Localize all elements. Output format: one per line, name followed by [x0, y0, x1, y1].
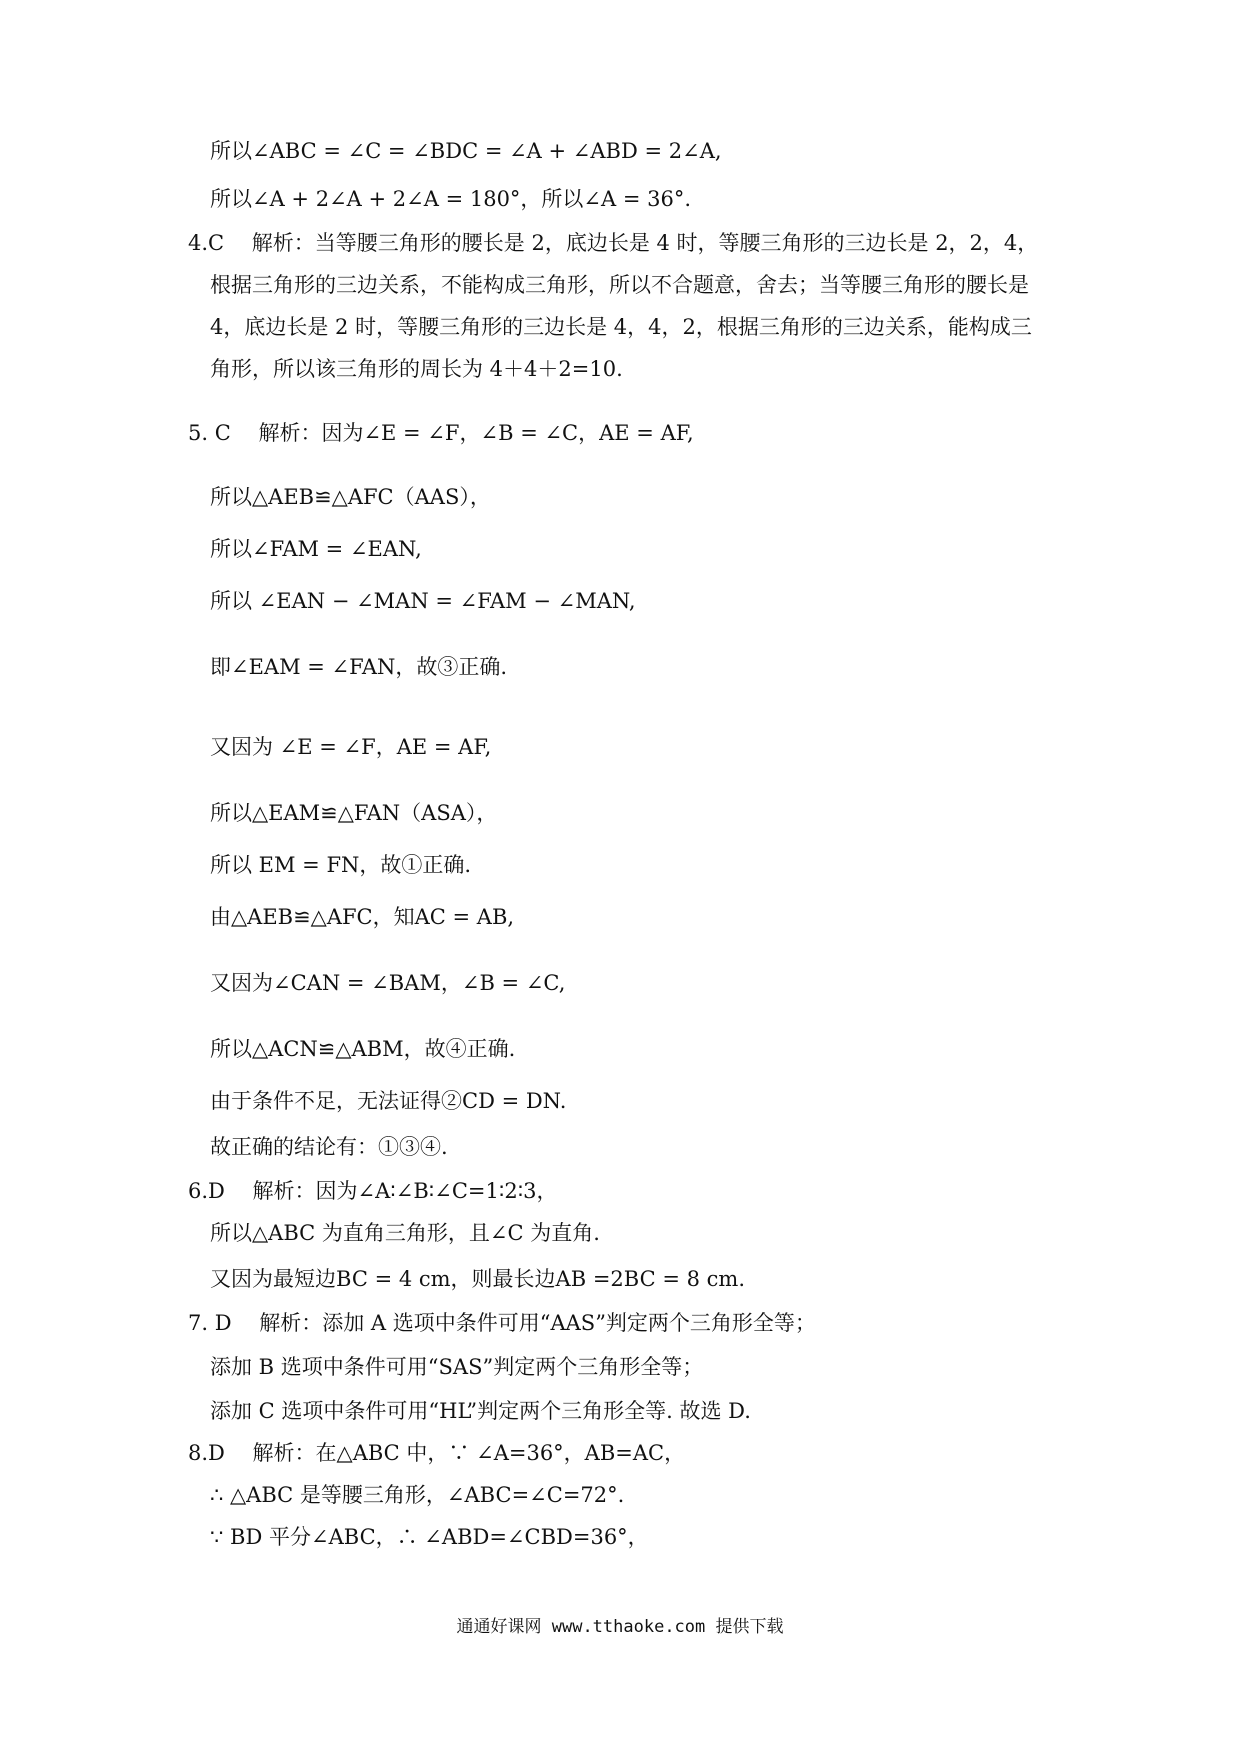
text-line: 又因为最短边BC = 4 cm，则最长边AB =2BC = 8 cm.	[210, 1267, 745, 1291]
text-line: 所以△ABC 为直角三角形，且∠C 为直角.	[210, 1221, 600, 1245]
text-line: 故正确的结论有：①③④.	[210, 1135, 448, 1159]
text-line: 所以∠ABC = ∠C = ∠BDC = ∠A + ∠ABD = 2∠A,	[210, 139, 722, 163]
text-line: 即∠EAM = ∠FAN，故③正确.	[210, 655, 508, 679]
page-footer: 通通好课网 www.tthaoke.com 提供下载	[456, 1617, 784, 1637]
text-line: 角形，所以该三角形的周长为 4＋4＋2=10.	[210, 357, 623, 381]
text-line: 所以 ∠EAN − ∠MAN = ∠FAM − ∠MAN,	[210, 589, 636, 613]
text-line: 所以∠FAM = ∠EAN,	[210, 537, 422, 561]
text-line: 所以 EM = FN，故①正确.	[210, 853, 472, 877]
text-line: 所以∠A + 2∠A + 2∠A = 180°，所以∠A = 36°.	[210, 187, 692, 211]
text-line: 4，底边长是 2 时，等腰三角形的三边长是 4，4，2，根据三角形的三边关系，能构成三	[210, 315, 1032, 339]
text-line: 又因为 ∠E = ∠F，AE = AF,	[210, 735, 492, 759]
text-line: 4.C 解析：当等腰三角形的腰长是 2，底边长是 4 时，等腰三角形的三边长是 2，2，4，	[188, 231, 1039, 255]
text-line: ∵ BD 平分∠ABC，∴ ∠ABD=∠CBD=36°，	[210, 1525, 649, 1549]
text-line: 8.D 解析：在△ABC 中，∵ ∠A=36°，AB=AC，	[188, 1441, 686, 1465]
text-line: 5. C 解析：因为∠E = ∠F，∠B = ∠C，AE = AF,	[188, 421, 694, 445]
text-line: 所以△EAM≌△FAN（ASA），	[210, 801, 498, 825]
text-line: 又因为∠CAN = ∠BAM，∠B = ∠C,	[210, 971, 566, 995]
text-line: 添加 C 选项中条件可用“HL”判定两个三角形全等. 故选 D.	[210, 1399, 751, 1423]
text-line: 由△AEB≌△AFC，知AC = AB,	[210, 905, 515, 929]
text-line: 6.D 解析：因为∠A∶∠B∶∠C=1∶2∶3，	[188, 1179, 558, 1203]
text-line: 由于条件不足，无法证得②CD = DN.	[210, 1089, 567, 1113]
text-line: 所以△ACN≌△ABM，故④正确.	[210, 1037, 516, 1061]
text-line: 添加 B 选项中条件可用“SAS”判定两个三角形全等；	[210, 1355, 704, 1379]
text-line: 根据三角形的三边关系，不能构成三角形，所以不合题意，舍去；当等腰三角形的腰长是	[210, 273, 1029, 297]
text-line: 所以△AEB≌△AFC（AAS），	[210, 485, 491, 509]
text-line: 7. D 解析：添加 A 选项中条件可用“AAS”判定两个三角形全等；	[188, 1311, 816, 1335]
text-line: ∴ △ABC 是等腰三角形，∠ABC=∠C=72°.	[210, 1483, 625, 1507]
